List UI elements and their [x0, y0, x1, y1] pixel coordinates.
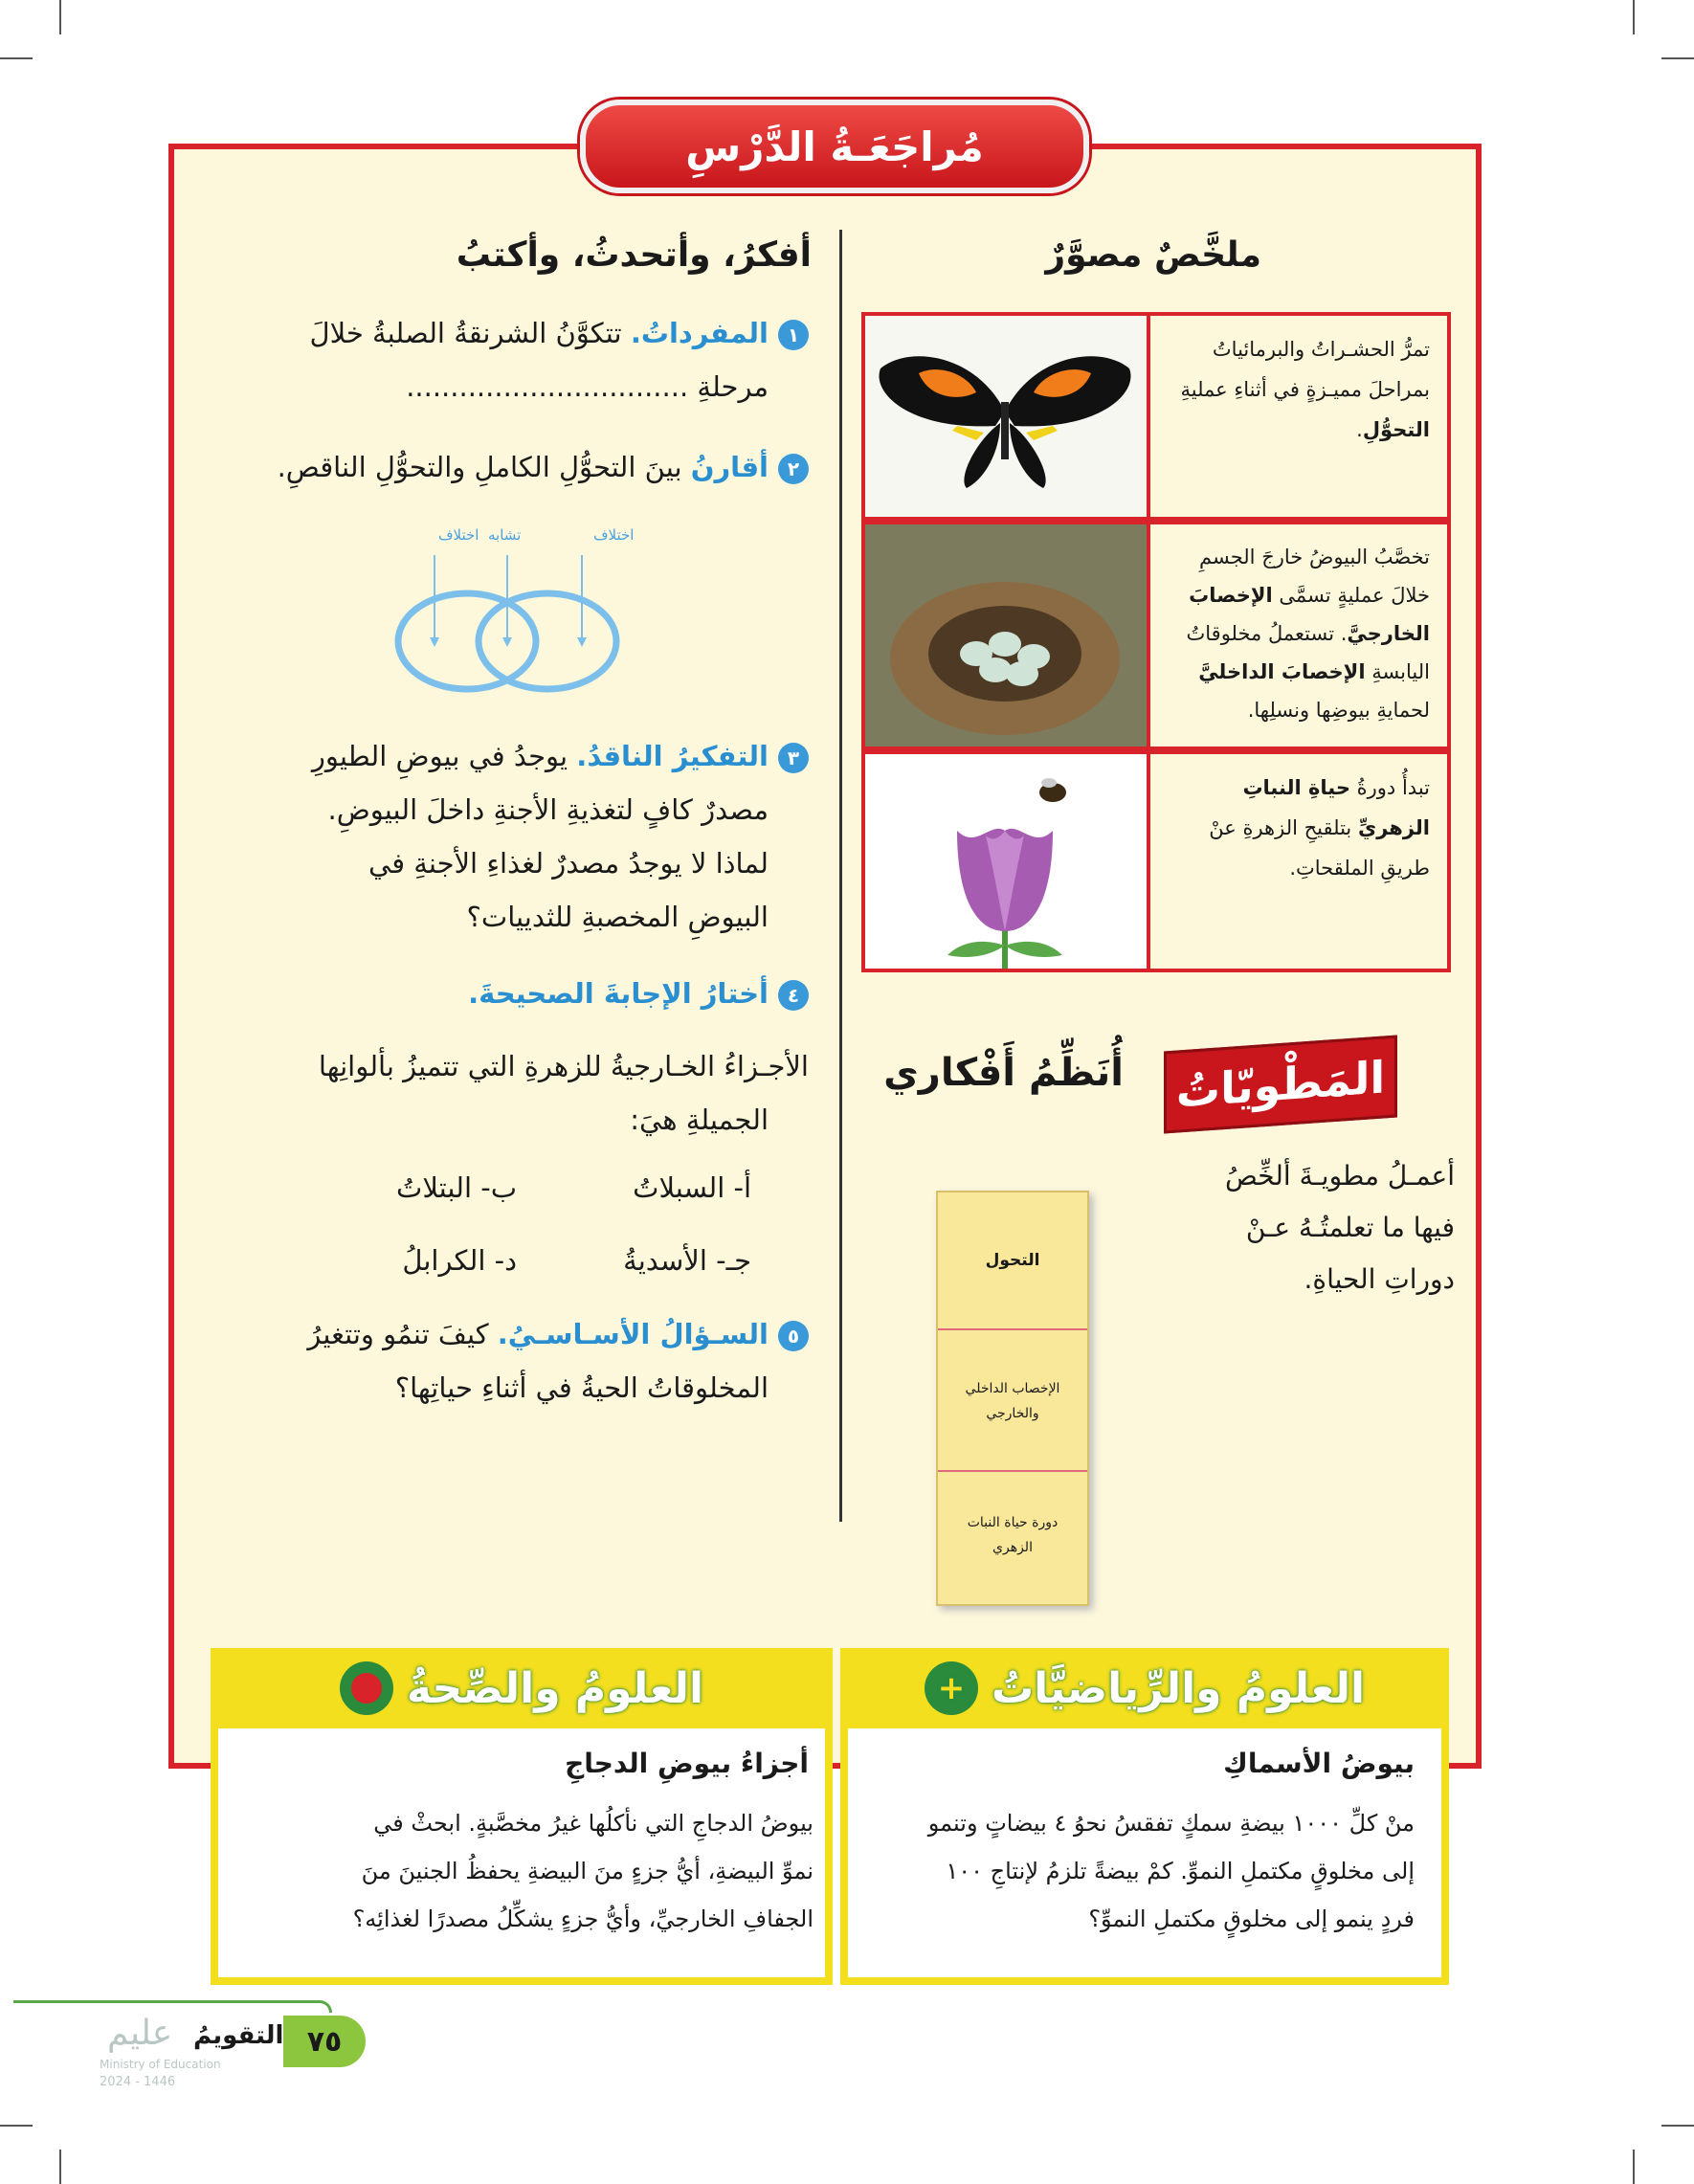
crop-mark [59, 2150, 61, 2184]
summary-row-plant [861, 750, 1451, 972]
foldable-panel: التحول [985, 1251, 1040, 1270]
crop-mark [1661, 57, 1694, 59]
question-number: ١ [778, 320, 809, 350]
brand-subtitle: Ministry of Education [100, 2058, 221, 2071]
venn-circles [383, 546, 632, 699]
foldables-instruction: أعمـلُ مطويـةَ ألخِّصُ فيها ما تعلمتُـهُ عـنْ دوراتِ الحياةِ. [1224, 1160, 1455, 1295]
venn-diagram [383, 526, 635, 699]
question-number: ٤ [778, 980, 809, 1011]
question-2: ٢أقارنُ بينَ التحوُّلِ الكاملِ والتحوُّلِ الناقصِ. [187, 440, 809, 494]
science-health-header: العلومُ والصِّحةُ [211, 1648, 833, 1728]
brand-logo: عليم [107, 2014, 173, 2053]
crop-mark [1661, 2125, 1694, 2127]
column-divider [839, 230, 842, 1522]
apple-icon [340, 1661, 393, 1715]
bird-nest-image [865, 524, 1150, 747]
crop-mark [0, 57, 33, 59]
foldables-subtitle: أُنَظِّمُ أَفْكاري [883, 1051, 1124, 1095]
footer-year: 2024 - 1446 [100, 2075, 176, 2089]
page-number: ٧٥ [283, 2016, 366, 2067]
footer-section: التقويمُ [193, 2021, 284, 2050]
venn-label: اختلاف [438, 526, 479, 544]
health-text: بيوضُ الدجاجِ التي نأكلُها غيرُ مخصَّبةٍ. ابحثْ في نموِّ البيضةِ، أيُّ جزءٍ منَ البيضةِ يحفظُ الجنينَ منَ الجفافِ الخارجيِّ، وأيُّ جزءٍ يشكِّلُ مصدرًا لغذائِه؟ [352, 1810, 814, 1932]
summary-row-fertilization [861, 521, 1451, 750]
summary-title: ملخَّصٌ مصوَّرٌ [1045, 235, 1261, 275]
question-5: ٥السـؤالُ الأسـاسـيُ. كيفَ تنمُو وتتغيرُ المخلوقاتُ الحيةُ في أثناءِ حياتِها؟ [187, 1307, 809, 1415]
nest-icon [865, 524, 1147, 747]
lesson-review-banner: مُراجَعَـةُ الدَّرْسِ [580, 100, 1089, 193]
question-number: ٢ [778, 454, 809, 484]
option-b[interactable]: ب- البتلاتُ [396, 1171, 517, 1204]
crop-mark [1633, 2150, 1635, 2184]
question-number: ٥ [778, 1321, 809, 1351]
question-4-stem: الأجـزاءُ الخـارجيةُ للزهرةِ التي تتميزُ بألوانِها الجميلةِ هيَ: [318, 1050, 809, 1136]
option-d[interactable]: د- الكرابلُ [402, 1244, 517, 1277]
venn-label: اختلاف [593, 526, 635, 544]
footer-line [13, 2000, 332, 2013]
butterfly-image [865, 316, 1150, 517]
summary-text: تخصَّبُ البيوضُ خارجَ الجسمِ خلالَ عمليةٍ تسمَّى الإخصابَ الخارجيَّ. تستعملُ مخلوقاتُ اليابسةِ الإخصابَ الداخليَّ لحمايةِ بيوضِها ونسلِها. [1186, 546, 1430, 722]
crop-mark [59, 0, 61, 34]
math-icon: + [925, 1661, 978, 1715]
math-title: بيوضُ الأسماكِ [1223, 1748, 1415, 1779]
flower-bee-icon [865, 754, 1147, 969]
foldable-model [936, 1191, 1089, 1606]
flower-image [865, 754, 1150, 969]
question-number: ٣ [778, 743, 809, 773]
science-math-header: العلومُ والرِّياضيَّاتُ + [840, 1648, 1449, 1728]
foldables-banner: المَطْويّاتُ [1164, 1035, 1397, 1133]
foldable-panel: دورة حياة النبات الزهري [967, 1515, 1059, 1555]
summary-row-metamorphosis [861, 312, 1451, 521]
venn-label: تشابه [488, 526, 522, 544]
butterfly-icon [865, 316, 1147, 517]
crop-mark [1633, 0, 1635, 34]
question-4: ٤أختارُ الإجابةَ الصحيحةَ. [187, 967, 809, 1020]
option-c[interactable]: جـ- الأسديةُ [623, 1244, 751, 1277]
health-title: أجزاءُ بيوضِ الدجاجِ [565, 1748, 809, 1779]
review-title: أفكرُ، وأتحدثُ، وأكتبُ [456, 235, 812, 275]
foldable-panel: الإخصاب الداخلي والخارجي [965, 1381, 1060, 1421]
question-1: ١المفرداتُ. تتكوَّنُ الشرنقةُ الصلبةُ خلالَ مرحلةِ ................................ [187, 306, 809, 413]
math-text: منْ كلِّ ١٠٠٠ بيضةِ سمكٍ تفقسُ نحوُ ٤ بيضاتٍ وتنمو إلى مخلوقٍ مكتملِ النموِّ. كمْ بيضةً تلزمُ لإنتاجِ ١٠٠ فردٍ ينمو إلى مخلوقٍ مكتملِ النموِّ؟ [927, 1810, 1415, 1932]
summary-text: تبدأُ دورةُ حياةِ النباتِ الزهريِّ بتلقيحِ الزهرةِ عنْ طريقِ الملقحاتِ. [1209, 776, 1430, 880]
option-a[interactable]: أ- السبلاتُ [633, 1171, 751, 1204]
crop-mark [0, 2125, 33, 2127]
summary-text: تمرُّ الحشـراتُ والبرمائياتُ بمراحلَ مميـزةٍ في أثناءِ عمليةِ التحوُّلِ. [1180, 338, 1430, 441]
question-3: ٣التفكيرُ الناقدُ. يوجدُ في بيوضِ الطيورِ مصدرٌ كافٍ لتغذيةِ الأجنةِ داخلَ البيوضِ. لماذا لا يوجدُ مصدرٌ لغذاءِ الأجنةِ في البيوضِ المخصبةِ للثدييات؟ [187, 729, 809, 944]
